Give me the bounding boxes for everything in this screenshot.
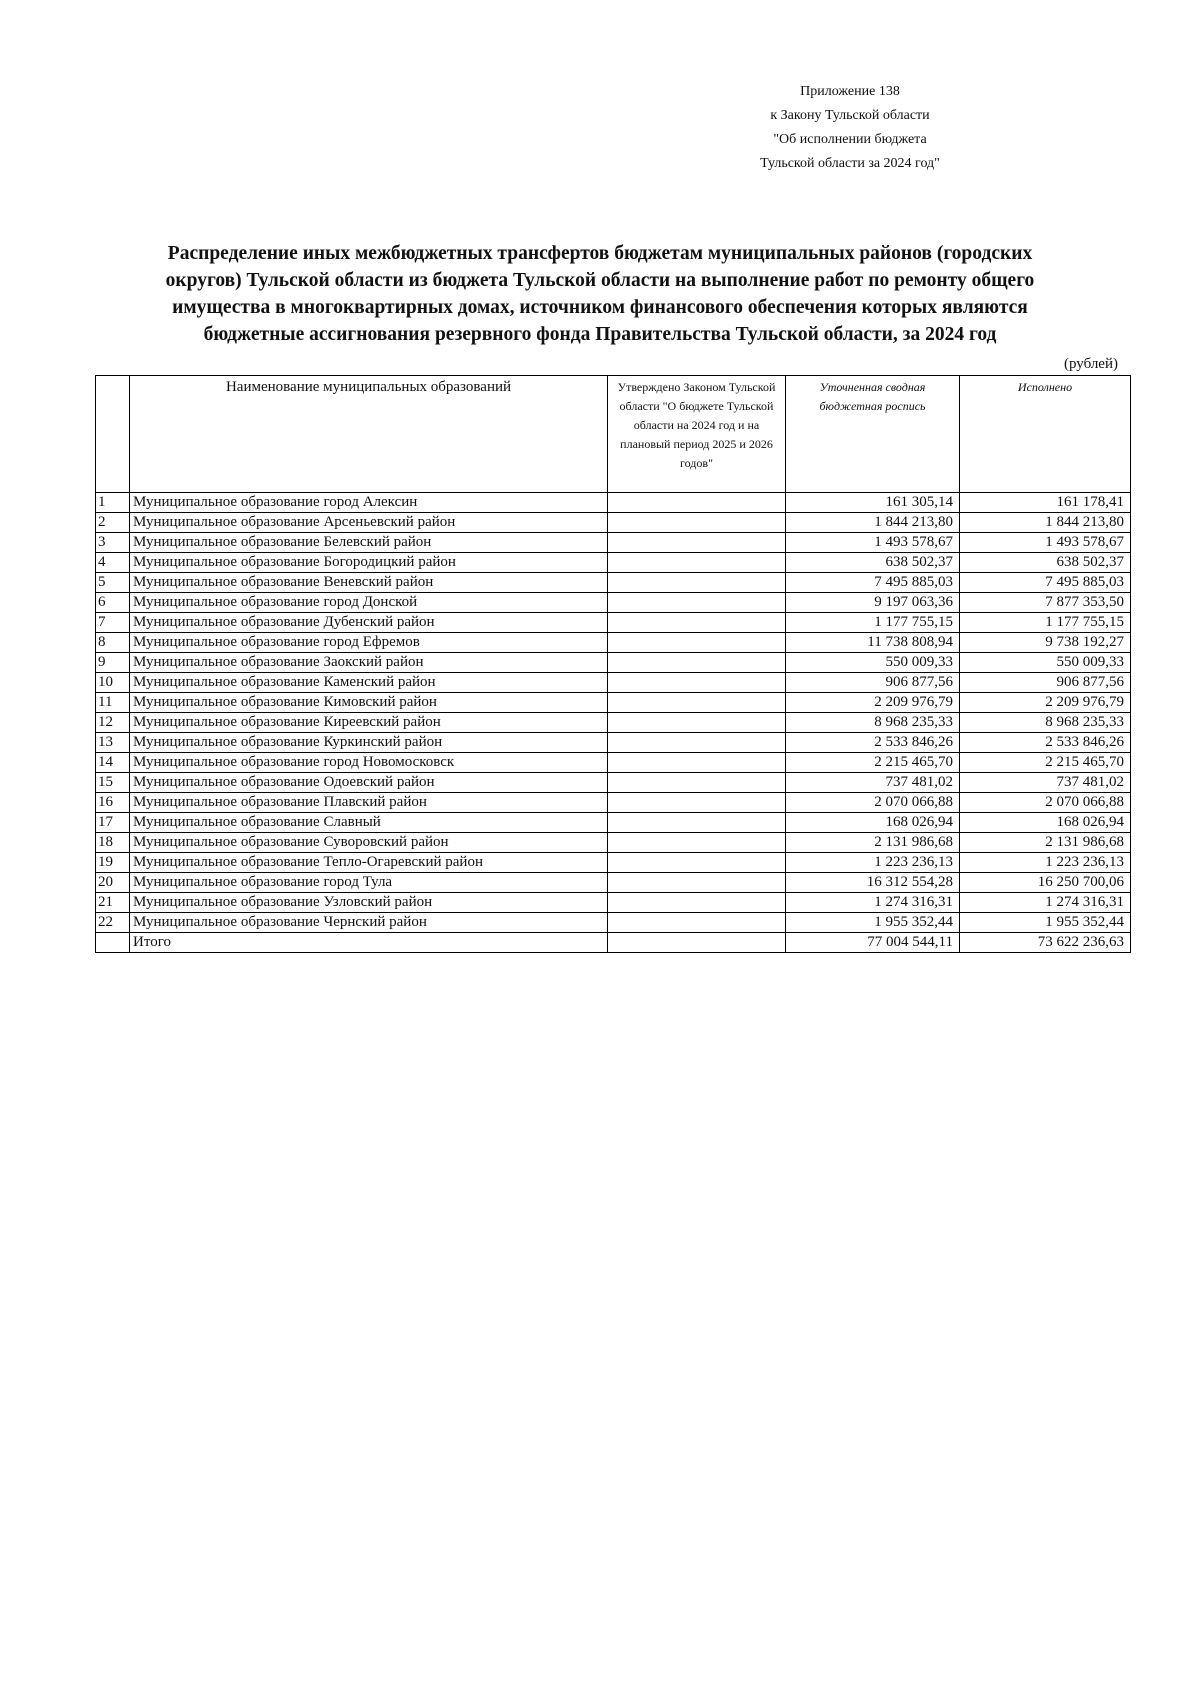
row-executed: 7 495 885,03 <box>960 573 1131 593</box>
row-name: Муниципальное образование город Новомосковск <box>130 753 608 773</box>
row-refined: 1 493 578,67 <box>786 533 960 553</box>
row-approved <box>608 613 786 633</box>
row-executed: 16 250 700,06 <box>960 873 1131 893</box>
row-approved <box>608 493 786 513</box>
table-row <box>96 773 1131 793</box>
annex-line-1: Приложение 138 <box>800 84 900 99</box>
row-index: 17 <box>96 813 130 833</box>
row-approved <box>608 573 786 593</box>
row-executed: 550 009,33 <box>960 653 1131 673</box>
row-index: 3 <box>96 533 130 553</box>
row-refined: 2 070 066,88 <box>786 793 960 813</box>
table-row <box>96 673 1131 693</box>
table-row <box>96 733 1131 753</box>
row-approved <box>608 873 786 893</box>
row-name: Муниципальное образование Одоевский район <box>130 773 608 793</box>
row-name: Муниципальное образование Богородицкий район <box>130 553 608 573</box>
header-index <box>96 376 130 493</box>
row-refined: 168 026,94 <box>786 813 960 833</box>
row-executed: 1 223 236,13 <box>960 853 1131 873</box>
row-executed: 1 493 578,67 <box>960 533 1131 553</box>
table-row <box>96 493 1131 513</box>
table-row <box>96 893 1131 913</box>
row-name: Муниципальное образование Арсеньевский район <box>130 513 608 533</box>
table-row <box>96 793 1131 813</box>
row-approved <box>608 713 786 733</box>
row-executed: 1 274 316,31 <box>960 893 1131 913</box>
annex-line-4: Тульской области за 2024 год" <box>760 156 940 171</box>
row-approved <box>608 773 786 793</box>
table-row <box>96 513 1131 533</box>
row-index: 14 <box>96 753 130 773</box>
row-name: Муниципальное образование Узловский район <box>130 893 608 913</box>
row-approved <box>608 893 786 913</box>
row-name: Муниципальное образование город Ефремов <box>130 633 608 653</box>
annex-header <box>700 80 1000 176</box>
row-name: Муниципальное образование Куркинский район <box>130 733 608 753</box>
document-title <box>100 240 1100 348</box>
row-index: 18 <box>96 833 130 853</box>
row-refined: 11 738 808,94 <box>786 633 960 653</box>
row-refined: 2 533 846,26 <box>786 733 960 753</box>
units-label: (рублей) <box>1063 356 1118 372</box>
row-refined: 737 481,02 <box>786 773 960 793</box>
row-name: Муниципальное образование город Алексин <box>130 493 608 513</box>
row-approved <box>608 513 786 533</box>
annex-line-3: "Об исполнении бюджета <box>773 132 927 147</box>
row-executed: 2 070 066,88 <box>960 793 1131 813</box>
row-executed: 2 209 976,79 <box>960 693 1131 713</box>
row-refined: 550 009,33 <box>786 653 960 673</box>
row-refined: 9 197 063,36 <box>786 593 960 613</box>
row-executed: 73 622 236,63 <box>960 933 1131 953</box>
header-name: Наименование муниципальных образований <box>130 376 608 493</box>
row-refined: 1 274 316,31 <box>786 893 960 913</box>
row-refined: 638 502,37 <box>786 553 960 573</box>
table-row <box>96 573 1131 593</box>
row-index: 5 <box>96 573 130 593</box>
row-refined: 1 955 352,44 <box>786 913 960 933</box>
row-approved <box>608 733 786 753</box>
row-index: 15 <box>96 773 130 793</box>
row-name: Муниципальное образование Славный <box>130 813 608 833</box>
row-name: Муниципальное образование Плавский район <box>130 793 608 813</box>
header-approved: Утверждено Законом Тульской области "О бюджете Тульской области на 2024 год и на плановый период 2025 и 2026 годов" <box>608 376 786 493</box>
row-name: Муниципальное образование город Донской <box>130 593 608 613</box>
row-refined: 77 004 544,11 <box>786 933 960 953</box>
row-refined: 2 131 986,68 <box>786 833 960 853</box>
row-index: 1 <box>96 493 130 513</box>
annex-line-2: к Закону Тульской области <box>770 108 930 123</box>
transfers-table <box>95 375 1131 953</box>
header-refined: Уточненная сводная бюджетная роспись <box>786 376 960 493</box>
row-index: 21 <box>96 893 130 913</box>
row-refined: 2 209 976,79 <box>786 693 960 713</box>
row-index: 8 <box>96 633 130 653</box>
row-refined: 1 177 755,15 <box>786 613 960 633</box>
row-executed: 8 968 235,33 <box>960 713 1131 733</box>
row-approved <box>608 833 786 853</box>
table-header-row <box>96 376 1131 493</box>
row-index: 12 <box>96 713 130 733</box>
row-name: Муниципальное образование Дубенский район <box>130 613 608 633</box>
row-executed: 7 877 353,50 <box>960 593 1131 613</box>
row-approved <box>608 673 786 693</box>
header-executed: Исполнено <box>960 376 1131 493</box>
row-approved <box>608 813 786 833</box>
row-approved <box>608 753 786 773</box>
row-approved <box>608 933 786 953</box>
row-name: Муниципальное образование Чернский район <box>130 913 608 933</box>
row-refined: 16 312 554,28 <box>786 873 960 893</box>
row-name: Муниципальное образование Тепло-Огаревский район <box>130 853 608 873</box>
row-approved <box>608 553 786 573</box>
row-approved <box>608 913 786 933</box>
row-name: Муниципальное образование Киреевский район <box>130 713 608 733</box>
table-body <box>96 493 1131 953</box>
row-index: 4 <box>96 553 130 573</box>
row-index: 13 <box>96 733 130 753</box>
row-refined: 906 877,56 <box>786 673 960 693</box>
table-row <box>96 853 1131 873</box>
table-row <box>96 593 1131 613</box>
table-row <box>96 613 1131 633</box>
row-name: Муниципальное образование Суворовский район <box>130 833 608 853</box>
table-row <box>96 813 1131 833</box>
row-refined: 1 844 213,80 <box>786 513 960 533</box>
table-row <box>96 753 1131 773</box>
row-name: Муниципальное образование Кимовский район <box>130 693 608 713</box>
row-index <box>96 933 130 953</box>
row-name: Муниципальное образование город Тула <box>130 873 608 893</box>
row-refined: 8 968 235,33 <box>786 713 960 733</box>
row-index: 19 <box>96 853 130 873</box>
row-executed: 906 877,56 <box>960 673 1131 693</box>
row-refined: 1 223 236,13 <box>786 853 960 873</box>
row-executed: 168 026,94 <box>960 813 1131 833</box>
row-executed: 638 502,37 <box>960 553 1131 573</box>
table-row <box>96 533 1131 553</box>
row-index: 11 <box>96 693 130 713</box>
table-row <box>96 713 1131 733</box>
table-row <box>96 833 1131 853</box>
table-row <box>96 913 1131 933</box>
row-index: 2 <box>96 513 130 533</box>
row-executed: 1 177 755,15 <box>960 613 1131 633</box>
row-refined: 2 215 465,70 <box>786 753 960 773</box>
row-index: 16 <box>96 793 130 813</box>
row-name: Муниципальное образование Веневский район <box>130 573 608 593</box>
row-executed: 2 131 986,68 <box>960 833 1131 853</box>
row-index: 6 <box>96 593 130 613</box>
row-index: 20 <box>96 873 130 893</box>
row-index: 22 <box>96 913 130 933</box>
table-row <box>96 873 1131 893</box>
row-executed: 1 844 213,80 <box>960 513 1131 533</box>
row-name: Муниципальное образование Каменский район <box>130 673 608 693</box>
table-row <box>96 553 1131 573</box>
row-approved <box>608 533 786 553</box>
title-line-4: бюджетные ассигнования резервного фонда Правительства Тульской области, за 2024 год <box>203 324 997 345</box>
row-executed: 2 533 846,26 <box>960 733 1131 753</box>
row-name: Итого <box>130 933 608 953</box>
row-approved <box>608 693 786 713</box>
row-approved <box>608 793 786 813</box>
table-row <box>96 693 1131 713</box>
row-executed: 161 178,41 <box>960 493 1131 513</box>
row-approved <box>608 853 786 873</box>
row-index: 10 <box>96 673 130 693</box>
row-executed: 1 955 352,44 <box>960 913 1131 933</box>
row-name: Муниципальное образование Белевский район <box>130 533 608 553</box>
title-line-1: Распределение иных межбюджетных трансфертов бюджетам муниципальных районов (городских <box>167 243 1033 264</box>
row-index: 9 <box>96 653 130 673</box>
total-row <box>96 933 1131 953</box>
row-executed: 2 215 465,70 <box>960 753 1131 773</box>
title-line-2: округов) Тульской области из бюджета Тульской области на выполнение работ по ремонту общего <box>165 270 1035 291</box>
row-approved <box>608 653 786 673</box>
row-executed: 9 738 192,27 <box>960 633 1131 653</box>
table-row <box>96 633 1131 653</box>
row-index: 7 <box>96 613 130 633</box>
title-line-3: имущества в многоквартирных домах, источником финансового обеспечения которых являются <box>172 297 1028 318</box>
row-refined: 161 305,14 <box>786 493 960 513</box>
row-refined: 7 495 885,03 <box>786 573 960 593</box>
row-approved <box>608 593 786 613</box>
row-name: Муниципальное образование Заокский район <box>130 653 608 673</box>
row-approved <box>608 633 786 653</box>
row-executed: 737 481,02 <box>960 773 1131 793</box>
table-row <box>96 653 1131 673</box>
